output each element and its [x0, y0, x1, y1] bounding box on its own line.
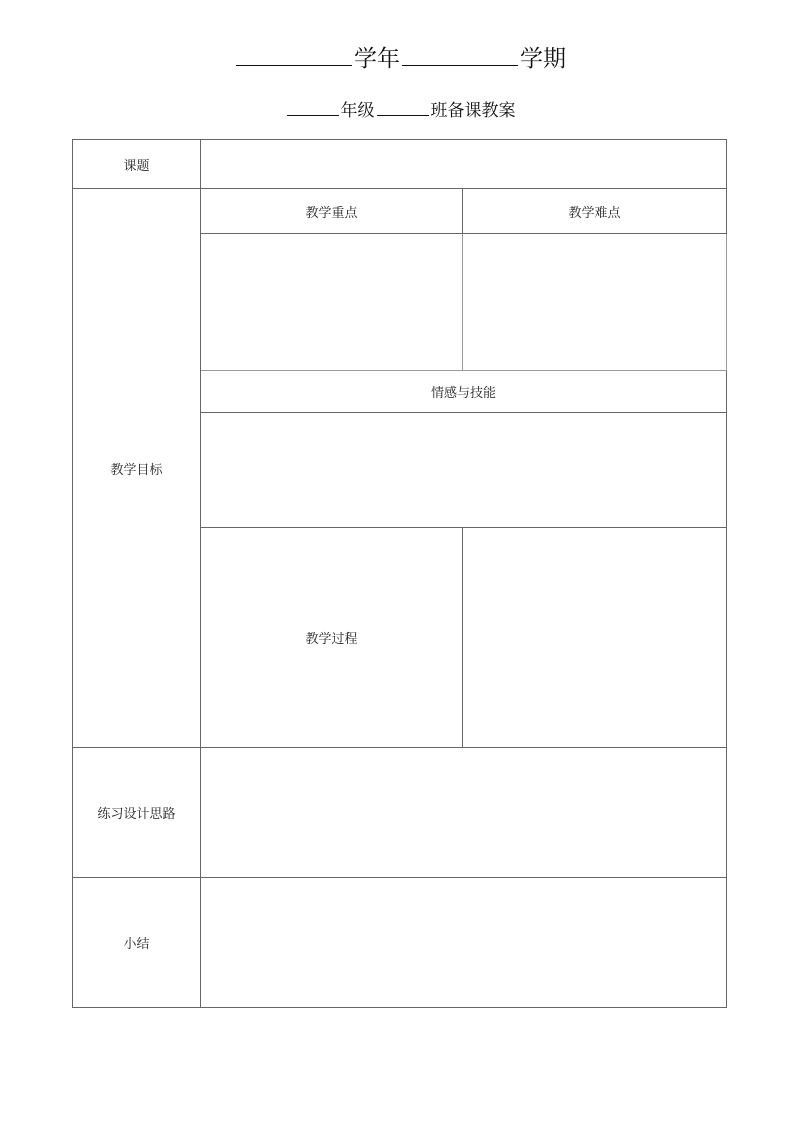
- label-difficult-points: 教学难点: [463, 189, 727, 234]
- label-topic: 课题: [73, 140, 201, 189]
- label-process: 教学过程: [201, 528, 463, 748]
- field-difficult-points[interactable]: [463, 234, 727, 371]
- document-subtitle: [0, 96, 800, 121]
- title-school-year-label: 学年: [354, 46, 400, 72]
- field-key-points[interactable]: [201, 234, 463, 371]
- label-key-points: 教学重点: [201, 189, 463, 234]
- blank-grade[interactable]: [287, 114, 339, 116]
- subtitle-grade-label: 年级: [340, 101, 375, 121]
- title-semester-label: 学期: [520, 46, 566, 72]
- field-emotion-skills[interactable]: [201, 413, 727, 528]
- document-title: [0, 40, 800, 73]
- subtitle-class-label: 班备课教案: [430, 101, 516, 121]
- table-row-exercise: [73, 748, 727, 878]
- blank-school-year[interactable]: [236, 64, 352, 66]
- table-row-summary: [73, 878, 727, 1008]
- label-objectives: 教学目标: [73, 189, 201, 748]
- blank-class[interactable]: [377, 114, 429, 116]
- label-emotion-skills: 情感与技能: [201, 371, 727, 413]
- label-exercise: 练习设计思路: [73, 748, 201, 878]
- table-row-topic: [73, 140, 727, 189]
- lesson-plan-table: [72, 139, 727, 1008]
- field-summary[interactable]: [201, 878, 727, 1008]
- field-topic[interactable]: [201, 140, 727, 189]
- label-summary: 小结: [73, 878, 201, 1008]
- blank-semester[interactable]: [402, 64, 518, 66]
- field-exercise[interactable]: [201, 748, 727, 878]
- table-row-objectives-header: [73, 189, 727, 234]
- field-process[interactable]: [463, 528, 727, 748]
